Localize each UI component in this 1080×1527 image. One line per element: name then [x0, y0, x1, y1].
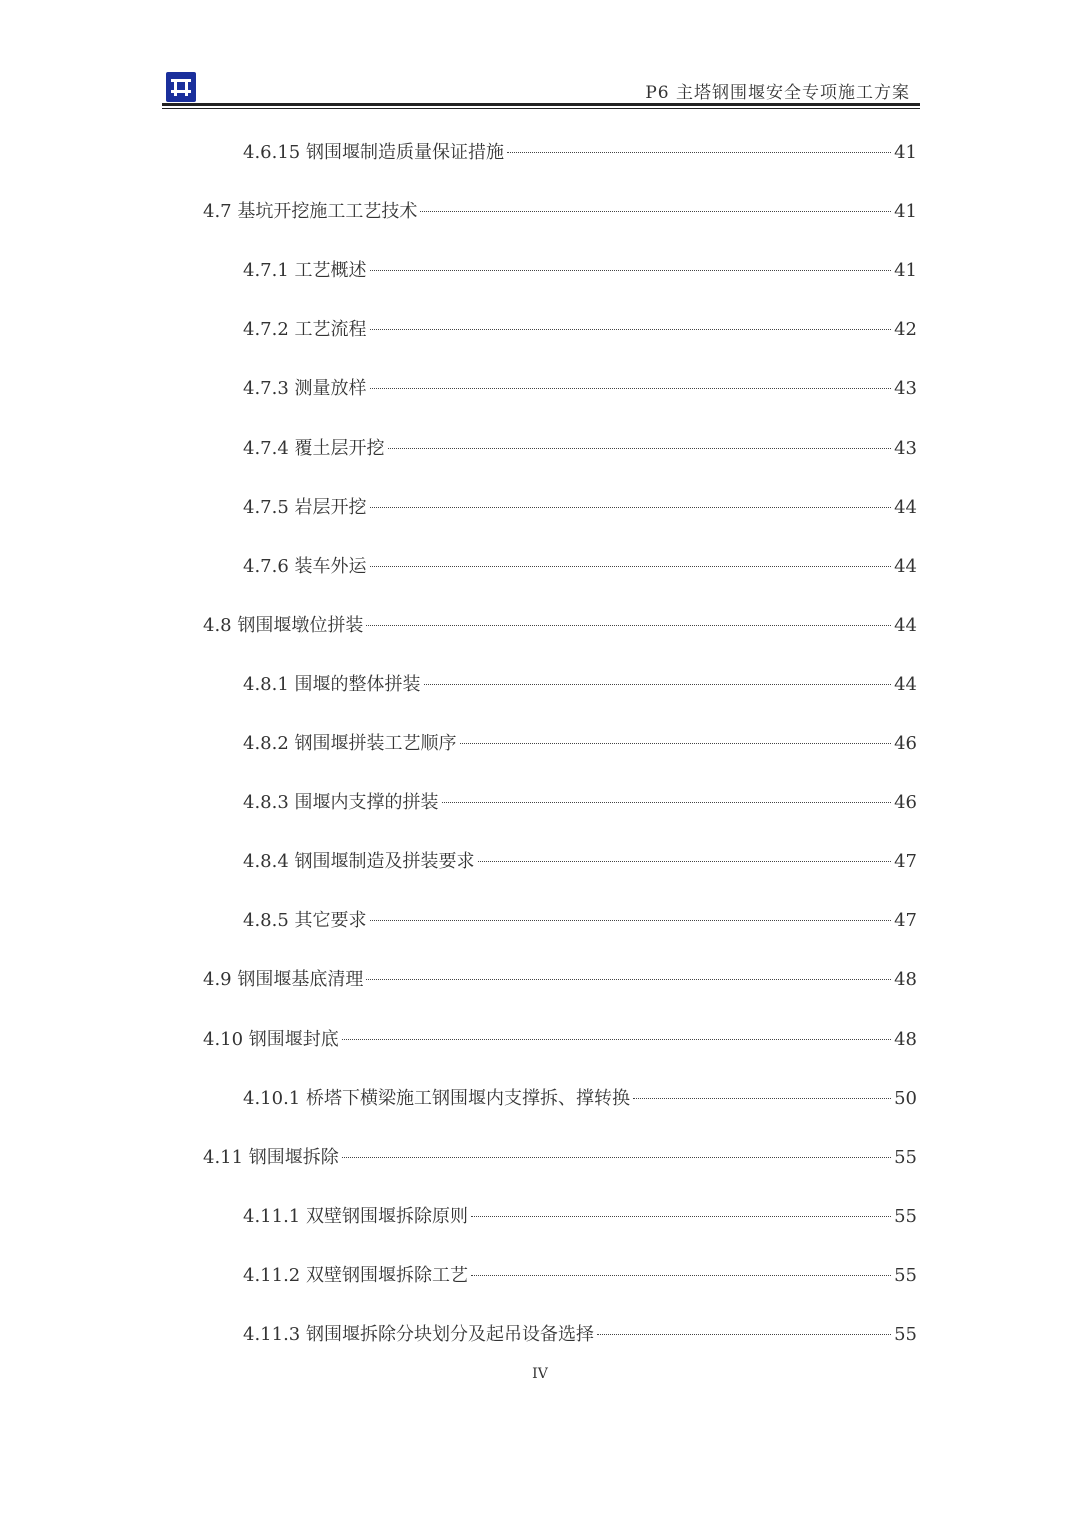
logo-bar	[174, 79, 177, 96]
toc-entry[interactable]	[243, 672, 917, 698]
toc-entry-label: 4.10 钢围堰封底	[203, 1028, 339, 1050]
toc-entry[interactable]	[243, 140, 917, 166]
toc-entry-page: 44	[894, 555, 917, 577]
toc-entry[interactable]	[243, 258, 917, 284]
toc-entry[interactable]	[203, 967, 917, 993]
toc-entry-page: 46	[894, 733, 917, 754]
toc-entry-label: 4.8.3 围堰内支撑的拼装	[243, 792, 439, 814]
toc-entry[interactable]	[243, 1322, 917, 1348]
toc-entry-label: 4.7.3 测量放样	[243, 378, 367, 400]
toc-entry-label: 4.7.1 工艺概述	[243, 260, 367, 282]
toc-leader-dots	[370, 388, 892, 389]
toc-entry-page: 55	[894, 1264, 917, 1286]
toc-leader-dots	[633, 1098, 891, 1099]
toc-entry[interactable]	[203, 613, 917, 639]
toc-entry[interactable]	[243, 1204, 917, 1230]
toc-entry-page: 44	[894, 496, 917, 518]
toc-entry-page: 47	[894, 851, 917, 873]
toc-entry[interactable]	[243, 1263, 917, 1289]
toc-entry-label: 4.8.5 其它要求	[243, 910, 367, 932]
toc-entry[interactable]	[243, 1086, 917, 1112]
toc-entry-label: 4.7 基坑开挖施工工艺技术	[203, 201, 418, 223]
toc-leader-dots	[507, 152, 891, 153]
toc-entry-page: 55	[894, 1146, 917, 1168]
toc-leader-dots	[370, 329, 892, 330]
toc-leader-dots	[388, 448, 892, 449]
toc-leader-dots	[370, 507, 892, 508]
toc-entry[interactable]	[243, 908, 917, 934]
toc-entry-label: 4.9 钢围堰基底清理	[203, 969, 364, 991]
toc-entry-page: 47	[894, 910, 917, 932]
toc-entry-label: 4.7.4 覆土层开挖	[243, 437, 385, 459]
toc-entry-page: 55	[894, 1324, 917, 1345]
toc-entry-label: 4.10.1 桥塔下横梁施工钢围堰内支撑拆、撑转换	[243, 1087, 630, 1109]
toc-entry-page: 46	[894, 792, 917, 814]
toc-entry[interactable]	[243, 790, 917, 816]
toc-entry[interactable]	[203, 199, 917, 225]
toc-leader-dots	[366, 625, 891, 626]
toc-entry-label: 4.11.1 双壁钢围堰拆除原则	[243, 1205, 468, 1227]
toc-entry-label: 4.11 钢围堰拆除	[203, 1146, 339, 1168]
toc-leader-dots	[370, 566, 892, 567]
toc-entry-page: 48	[894, 969, 917, 991]
toc-entry-page: 41	[894, 260, 917, 282]
document-title: P6 主塔钢围堰安全专项施工方案	[645, 83, 910, 103]
toc-leader-dots	[370, 270, 892, 271]
toc-leader-dots	[442, 802, 892, 803]
toc-entry-page: 43	[894, 437, 917, 459]
toc-entry[interactable]	[243, 849, 917, 875]
toc-entry-page: 44	[894, 673, 917, 695]
toc-entry-label: 4.7.2 工艺流程	[243, 319, 367, 341]
toc-entry-page: 41	[894, 142, 917, 163]
toc-entry[interactable]	[243, 495, 917, 521]
toc-entry-page: 48	[894, 1028, 917, 1050]
toc-entry-page: 55	[894, 1205, 917, 1227]
page-header	[162, 70, 920, 110]
toc-leader-dots	[342, 1157, 891, 1158]
toc-leader-dots	[420, 211, 891, 212]
toc-entry[interactable]	[243, 436, 917, 462]
toc-leader-dots	[366, 979, 891, 980]
toc-leader-dots	[460, 743, 892, 744]
header-rule-thick	[162, 103, 920, 106]
toc-entry-label: 4.8.4 钢围堰制造及拼装要求	[243, 851, 475, 873]
toc-entry-page: 50	[894, 1087, 917, 1109]
toc-entry-page: 43	[894, 378, 917, 400]
toc-leader-dots	[370, 920, 892, 921]
toc-entry[interactable]	[243, 376, 917, 402]
header-rule-thin	[162, 108, 920, 109]
toc-entry-label: 4.6.15 钢围堰制造质量保证措施	[243, 142, 504, 163]
company-logo-icon	[166, 72, 196, 102]
toc-entry[interactable]	[243, 554, 917, 580]
toc-entry-label: 4.8.2 钢围堰拼装工艺顺序	[243, 733, 457, 754]
toc-leader-dots	[471, 1216, 891, 1217]
toc-leader-dots	[597, 1334, 891, 1335]
page-number: IV	[532, 1366, 548, 1382]
toc-leader-dots	[424, 684, 892, 685]
toc-entry-label: 4.8.1 围堰的整体拼装	[243, 673, 421, 695]
toc-entry-label: 4.11.2 双壁钢围堰拆除工艺	[243, 1264, 468, 1286]
toc-entry[interactable]	[243, 317, 917, 343]
toc-entry-page: 41	[894, 201, 917, 223]
toc-entry-page: 44	[894, 614, 917, 636]
toc-entry-label: 4.7.6 装车外运	[243, 555, 367, 577]
toc-entry[interactable]	[203, 1145, 917, 1171]
toc-entry-label: 4.11.3 钢围堰拆除分块划分及起吊设备选择	[243, 1324, 594, 1345]
toc-entry-label: 4.8 钢围堰墩位拼装	[203, 614, 364, 636]
toc-entry[interactable]	[243, 731, 917, 757]
toc-entry[interactable]	[203, 1027, 917, 1053]
toc-entry-label: 4.7.5 岩层开挖	[243, 496, 367, 518]
logo-bar	[185, 79, 188, 96]
toc-entry-page: 42	[894, 319, 917, 341]
toc-leader-dots	[342, 1039, 891, 1040]
toc-leader-dots	[478, 861, 892, 862]
toc-leader-dots	[471, 1275, 891, 1276]
